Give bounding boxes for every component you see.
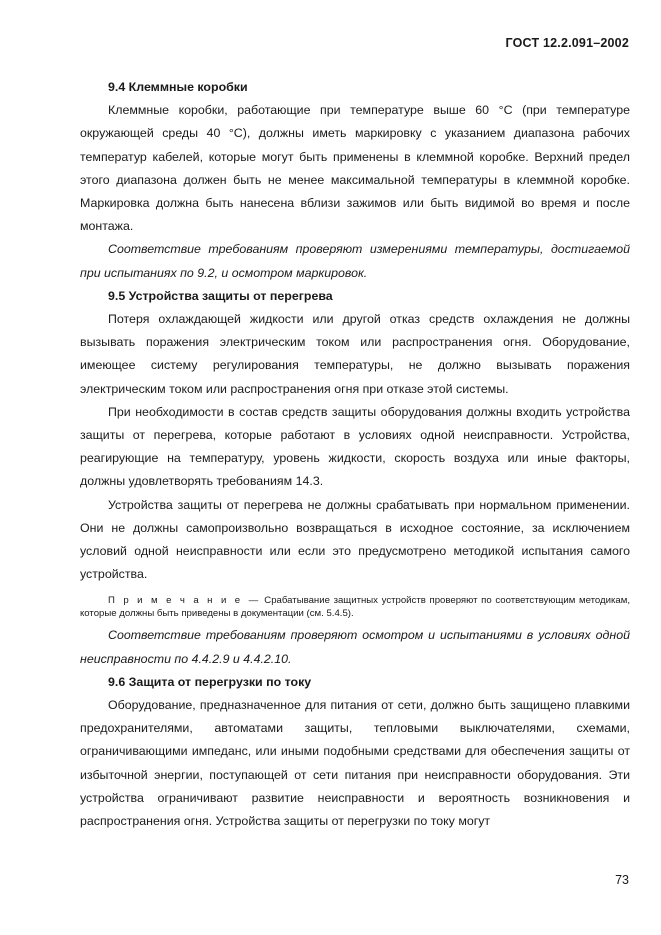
document-id-header: ГОСТ 12.2.091–2002 — [505, 36, 629, 50]
note-text: Срабатывание защитных устройств проверяют по соответствующим методикам, которые должны быть приведены в документации (см. 5.4.5). — [80, 595, 630, 620]
paragraph: Устройства защиты от перегрева не должны срабатывать при нормальном применении. Они не должны самопроизвольно возвращаться в исходное состояние, за исключением условий одной неисправности или если это предусмотрено методикой испытания самого устройства. — [80, 497, 630, 582]
section-title-9-5: 9.5 Устройства защиты от перегрева — [108, 288, 333, 303]
paragraph: При необходимости в состав средств защиты оборудования должны входить устройства защиты от перегрева, которые работают в условиях одной неисправности. Устройства, реагирующие на температуру, уровень жидкости, скорость воздуха или иные факторы, должны удовлетворять требованиям 14.3. — [80, 404, 630, 489]
page-content — [80, 76, 630, 833]
paragraph: Клеммные коробки, работающие при температуре выше 60 °С (при температуре окружающей среды 40 °С), должны иметь маркировку с указанием диапазона рабочих температур кабелей, которые могут быть применены в клеммной коробке. Верхний предел этого диапазона должен быть не менее максимальной температуры в клеммной коробке. Маркировка должна быть нанесена вблизи зажимов или быть видимой во время и после монтажа. — [80, 103, 630, 234]
page-number: 73 — [615, 873, 629, 887]
compliance-statement: Соответствие требованиям проверяют измерениями температуры, достигаемой при испытаниях по 9.2, и осмотром маркировок. — [80, 242, 630, 280]
paragraph: Потеря охлаждающей жидкости или другой отказ средств охлаждения не должны вызывать поражения электрическим током или распространения огня. Оборудование, имеющее систему регулирования температуры, не должно вызывать поражения электрическим током или распространения огня при отказе этой системы. — [80, 312, 630, 396]
paragraph: Оборудование, предназначенное для питания от сети, должно быть защищено плавкими предохранителями, автоматами защиты, тепловыми выключателями, схемами, ограничивающими импеданс, или иными подобными средствами для обеспечения защиты от избыточной энергии, поступающей от сети питания при неисправности оборудования. Эти устройства ограничивают развитие неисправности и вероятность возникновения и распространения огня. Устройства защиты от перегрузки по току могут — [80, 698, 630, 829]
section-title-9-4: 9.4 Клеммные коробки — [108, 80, 248, 94]
compliance-statement: Соответствие требованиям проверяют осмотром и испытаниями в условиях одной неисправности по 4.4.2.9 и 4.4.2.10. — [80, 628, 630, 666]
note-label: П р и м е ч а н и е — — [108, 595, 261, 607]
section-title-9-6: 9.6 Защита от перегрузки по току — [108, 674, 312, 689]
note — [80, 594, 630, 620]
